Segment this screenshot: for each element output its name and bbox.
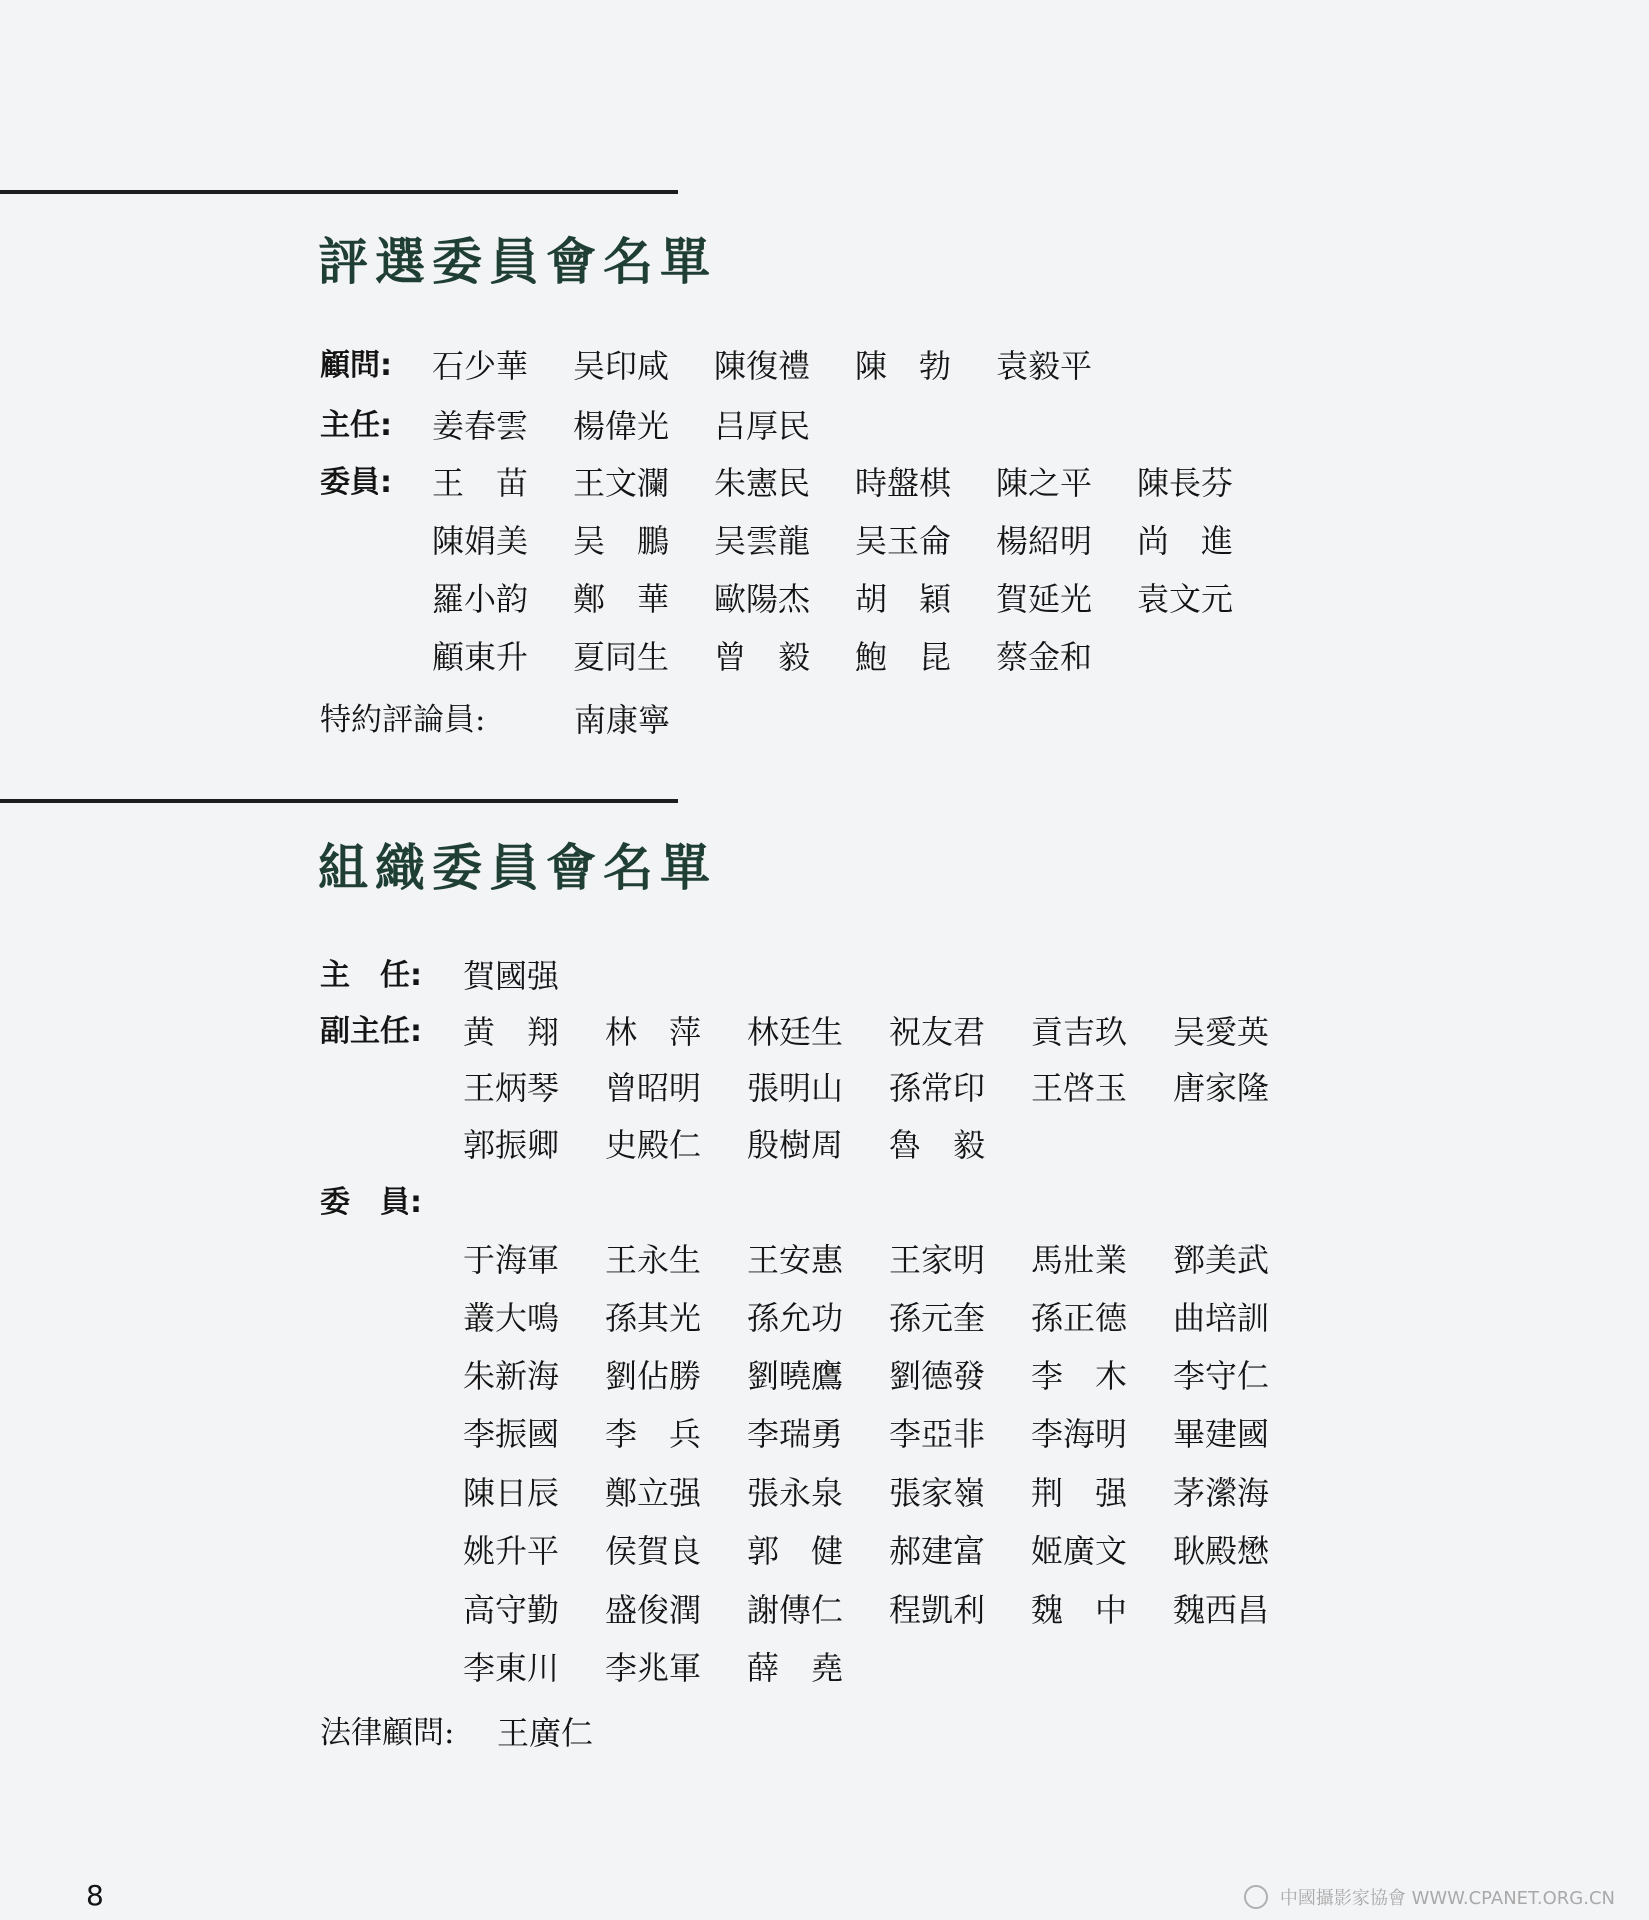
person-name: 歐陽杰 <box>714 580 811 618</box>
person-name: 時盤棋 <box>855 464 952 502</box>
person-name: 李瑞勇 <box>747 1415 844 1453</box>
person-name: 姜春雲 <box>432 407 529 445</box>
org-members-row-5 <box>0 1470 1649 1516</box>
deputy-directors-row-1-label: 副主任: <box>320 1014 422 1049</box>
org-members-row-1 <box>0 1237 1649 1283</box>
person-name: 李海明 <box>1031 1415 1128 1453</box>
person-name: 王家明 <box>889 1241 986 1279</box>
selection-members-row-1-label: 委員: <box>320 465 392 500</box>
legal-advisor-row-label: 法律顧問: <box>320 1715 455 1751</box>
person-name: 劉曉鷹 <box>747 1357 844 1395</box>
legal-advisor-row <box>0 1710 1649 1756</box>
person-name: 尚 進 <box>1137 522 1234 560</box>
person-name: 蔡金和 <box>996 638 1093 676</box>
person-name: 李振國 <box>463 1415 560 1453</box>
person-name: 王廣仁 <box>497 1714 594 1752</box>
organizing-committee-title: 組織委員會名單 <box>318 839 717 897</box>
person-name: 朱新海 <box>463 1357 560 1395</box>
org-members-label-row-label: 委 員: <box>320 1185 422 1220</box>
person-name: 陳日辰 <box>463 1474 560 1512</box>
person-name: 劉佔勝 <box>605 1357 702 1395</box>
person-name: 王 苗 <box>432 464 529 502</box>
org-members-row-3 <box>0 1353 1649 1399</box>
watermark <box>1244 1884 1615 1910</box>
person-name: 南康寧 <box>574 701 671 739</box>
person-name: 吴印咸 <box>573 347 670 385</box>
person-name: 孫允功 <box>747 1299 844 1337</box>
person-name: 張永泉 <box>747 1474 844 1512</box>
person-name: 叢大鳴 <box>463 1299 560 1337</box>
person-name: 王炳琴 <box>463 1069 560 1107</box>
person-name: 孫常印 <box>889 1069 986 1107</box>
person-name: 王文瀾 <box>573 464 670 502</box>
person-name: 曾昭明 <box>605 1069 702 1107</box>
org-members-row-6 <box>0 1528 1649 1574</box>
section-rule-middle <box>0 799 678 803</box>
org-members-row-7 <box>0 1587 1649 1633</box>
person-name: 郭振卿 <box>463 1126 560 1164</box>
person-name: 侯賀良 <box>605 1532 702 1570</box>
person-name: 吕厚民 <box>714 407 811 445</box>
person-name: 孫元奎 <box>889 1299 986 1337</box>
person-name: 郝建富 <box>889 1532 986 1570</box>
person-name: 唐家隆 <box>1173 1069 1270 1107</box>
deputy-directors-row-2 <box>0 1065 1649 1111</box>
special-critic-row <box>0 697 1649 743</box>
person-name: 高守勤 <box>463 1591 560 1629</box>
person-name: 郭 健 <box>747 1532 844 1570</box>
person-name: 陳娟美 <box>432 522 529 560</box>
person-name: 李 兵 <box>605 1415 702 1453</box>
person-name: 殷樹周 <box>747 1126 844 1164</box>
person-name: 張家嶺 <box>889 1474 986 1512</box>
advisors-row-label: 顧問: <box>320 348 392 383</box>
selection-members-row-3 <box>0 576 1649 622</box>
selection-members-row-2 <box>0 518 1649 564</box>
person-name: 曾 毅 <box>714 638 811 676</box>
person-name: 朱憲民 <box>714 464 811 502</box>
person-name: 李亞非 <box>889 1415 986 1453</box>
person-name: 李守仁 <box>1173 1357 1270 1395</box>
person-name: 陳復禮 <box>714 347 811 385</box>
selection-committee-title: 評選委員會名單 <box>318 233 717 291</box>
person-name: 劉德發 <box>889 1357 986 1395</box>
person-name: 魏 中 <box>1031 1591 1128 1629</box>
person-name: 王安惠 <box>747 1241 844 1279</box>
person-name: 吴 鵬 <box>573 522 670 560</box>
advisors-row <box>0 343 1649 389</box>
person-name: 夏同生 <box>573 638 670 676</box>
person-name: 王永生 <box>605 1241 702 1279</box>
person-name: 胡 穎 <box>855 580 952 618</box>
person-name: 林 萍 <box>605 1013 702 1051</box>
selection-members-row-4 <box>0 634 1649 680</box>
person-name: 王啓玉 <box>1031 1069 1128 1107</box>
person-name: 魯 毅 <box>889 1126 986 1164</box>
person-name: 陳 勃 <box>855 347 952 385</box>
org-members-row-2 <box>0 1295 1649 1341</box>
director-row <box>0 403 1649 449</box>
person-name: 賀國强 <box>463 957 560 995</box>
person-name: 吴玉侖 <box>855 522 952 560</box>
org-director-row <box>0 953 1649 999</box>
person-name: 薛 堯 <box>747 1649 844 1687</box>
org-members-row-4 <box>0 1411 1649 1457</box>
person-name: 陳之平 <box>996 464 1093 502</box>
watermark-text: 中國攝影家協會 WWW.CPANET.ORG.CN <box>1279 1888 1615 1909</box>
selection-members-row-1 <box>0 460 1649 506</box>
person-name: 楊紹明 <box>996 522 1093 560</box>
person-name: 袁文元 <box>1137 580 1234 618</box>
person-name: 鮑 昆 <box>855 638 952 676</box>
person-name: 曲培訓 <box>1173 1299 1270 1337</box>
person-name: 鄭 華 <box>573 580 670 618</box>
person-name: 茅瀠海 <box>1173 1474 1270 1512</box>
special-critic-row-label: 特約評論員: <box>320 702 486 738</box>
person-name: 姚升平 <box>463 1532 560 1570</box>
person-name: 荆 强 <box>1031 1474 1128 1512</box>
person-name: 孫其光 <box>605 1299 702 1337</box>
person-name: 李兆軍 <box>605 1649 702 1687</box>
deputy-directors-row-3 <box>0 1122 1649 1168</box>
person-name: 陳長芬 <box>1137 464 1234 502</box>
person-name: 盛俊潤 <box>605 1591 702 1629</box>
person-name: 孫正德 <box>1031 1299 1128 1337</box>
person-name: 張明山 <box>747 1069 844 1107</box>
person-name: 吴雲龍 <box>714 522 811 560</box>
person-name: 馬壯業 <box>1031 1241 1128 1279</box>
person-name: 鄧美武 <box>1173 1241 1270 1279</box>
person-name: 姬廣文 <box>1031 1532 1128 1570</box>
director-row-label: 主任: <box>320 408 392 443</box>
person-name: 黄 翔 <box>463 1013 560 1051</box>
page-number: 8 <box>86 1879 104 1912</box>
person-name: 羅小韵 <box>432 580 529 618</box>
person-name: 祝友君 <box>889 1013 986 1051</box>
org-members-label-row <box>0 1180 1649 1226</box>
person-name: 楊偉光 <box>573 407 670 445</box>
person-name: 謝傳仁 <box>747 1591 844 1629</box>
person-name: 耿殿懋 <box>1173 1532 1270 1570</box>
association-logo-icon <box>1244 1885 1268 1909</box>
org-members-row-8 <box>0 1645 1649 1691</box>
person-name: 林廷生 <box>747 1013 844 1051</box>
person-name: 李東川 <box>463 1649 560 1687</box>
person-name: 鄭立强 <box>605 1474 702 1512</box>
person-name: 史殿仁 <box>605 1126 702 1164</box>
person-name: 于海軍 <box>463 1241 560 1279</box>
person-name: 吴愛英 <box>1173 1013 1270 1051</box>
org-director-row-label: 主 任: <box>320 958 422 993</box>
person-name: 貢吉玖 <box>1031 1013 1128 1051</box>
person-name: 袁毅平 <box>996 347 1093 385</box>
person-name: 賀延光 <box>996 580 1093 618</box>
person-name: 魏西昌 <box>1173 1591 1270 1629</box>
person-name: 顧東升 <box>432 638 529 676</box>
person-name: 畢建國 <box>1173 1415 1270 1453</box>
person-name: 程凱利 <box>889 1591 986 1629</box>
deputy-directors-row-1 <box>0 1009 1649 1055</box>
person-name: 石少華 <box>432 347 529 385</box>
section-rule-top <box>0 190 678 194</box>
person-name: 李 木 <box>1031 1357 1128 1395</box>
